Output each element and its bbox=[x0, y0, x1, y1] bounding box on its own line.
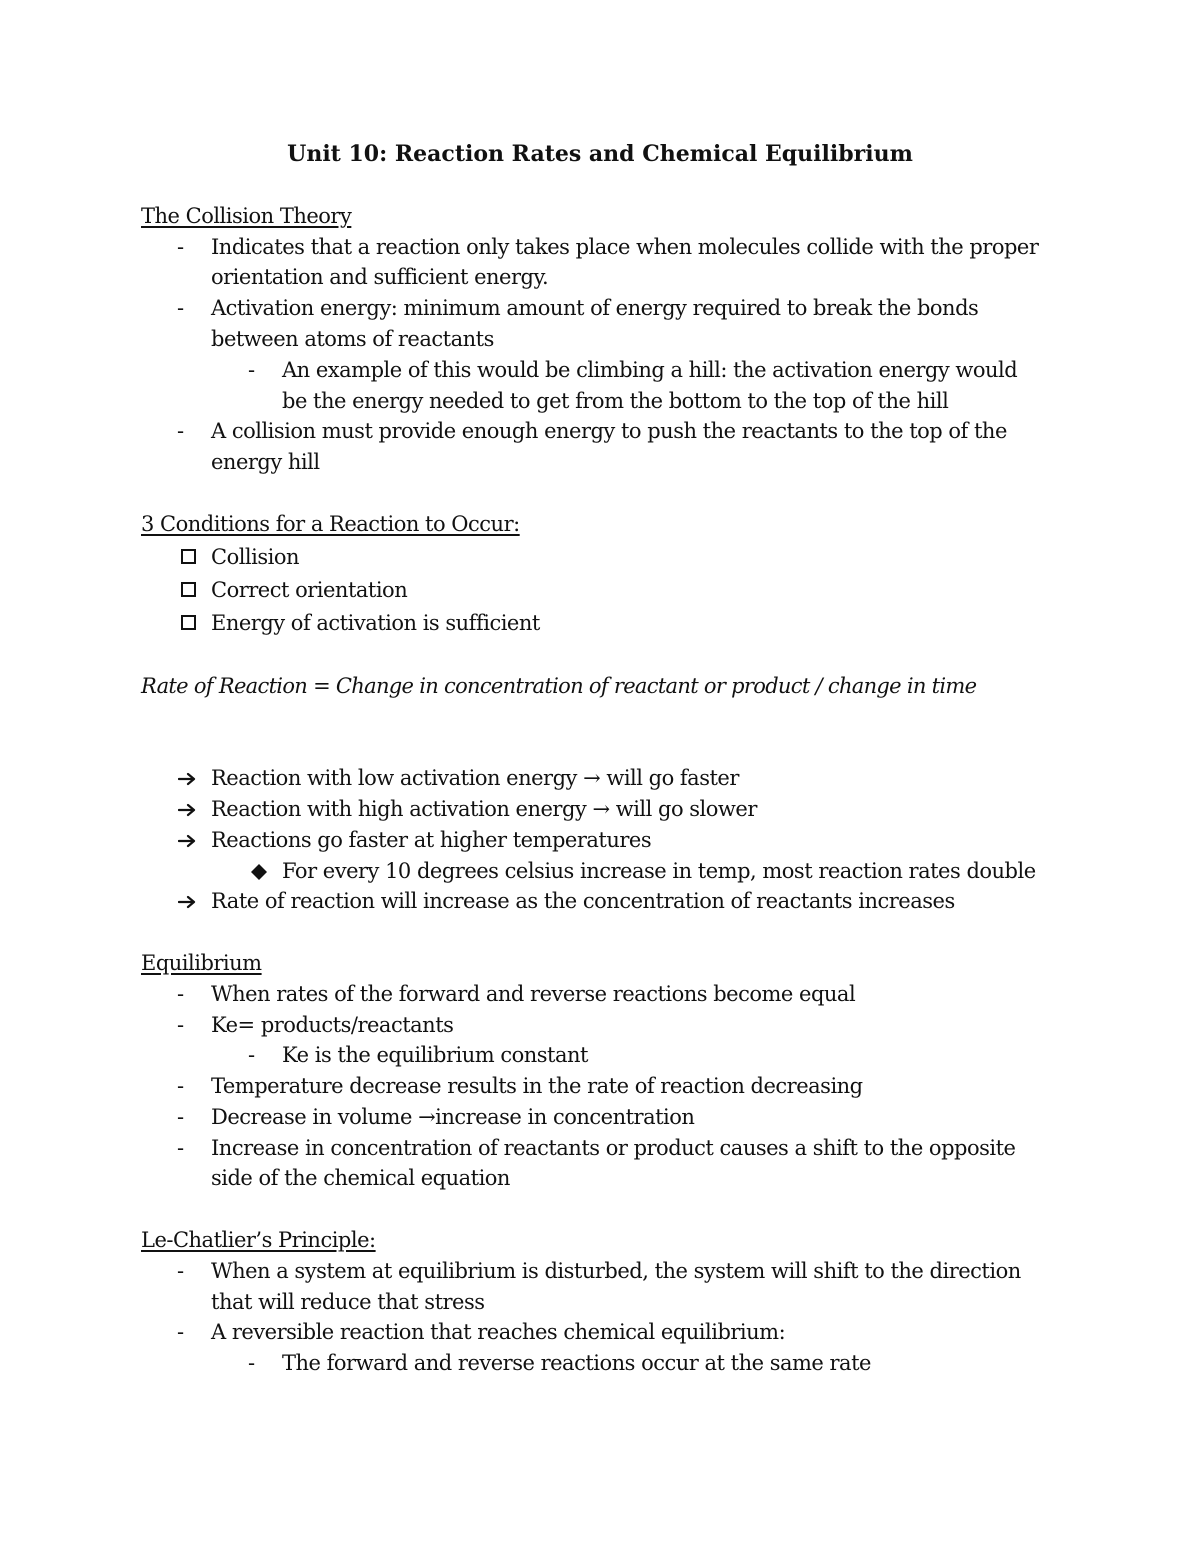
rates-item-4: Rate of reaction will increase as the concentration of reactants increases bbox=[211, 889, 955, 913]
equilibrium-item-3: Temperature decrease results in the rate of reaction decreasing bbox=[211, 1074, 863, 1098]
collision-item-3-line-1: A collision must provide enough energy to push the reactants to the top of the bbox=[211, 419, 1007, 443]
page-title: Unit 10: Reaction Rates and Chemical Equilibrium bbox=[287, 141, 913, 167]
dash-bullet: - bbox=[177, 982, 185, 1006]
dash-bullet: - bbox=[248, 358, 256, 382]
dash-bullet: - bbox=[177, 1074, 185, 1098]
dash-bullet: - bbox=[177, 1259, 185, 1283]
collision-item-1-line-1: Indicates that a reaction only takes place when molecules collide with the proper bbox=[211, 235, 1039, 259]
rate-of-reaction-formula: Rate of Reaction = Change in concentration of reactant or product / change in time bbox=[141, 674, 977, 698]
rates-item-3: Reactions go faster at higher temperatures bbox=[211, 828, 652, 852]
arrow-bullet-icon bbox=[178, 833, 198, 849]
equilibrium-item-5-line-1: Increase in concentration of reactants or product causes a shift to the opposite bbox=[211, 1136, 1016, 1160]
rates-item-2: Reaction with high activation energy → will go slower bbox=[211, 797, 757, 821]
collision-subitem-1-line-2: be the energy needed to get from the bottom to the top of the hill bbox=[282, 389, 949, 413]
collision-item-2-line-1: Activation energy: minimum amount of energy required to break the bonds bbox=[211, 296, 979, 320]
le-chatelier-subitem-1: The forward and reverse reactions occur at the same rate bbox=[282, 1351, 871, 1375]
conditions-heading: 3 Conditions for a Reaction to Occur: bbox=[141, 512, 520, 536]
le-chatelier-heading: Le-Chatlier’s Principle: bbox=[141, 1228, 376, 1252]
collision-subitem-1-line-1: An example of this would be climbing a hill: the activation energy would bbox=[282, 358, 1018, 382]
rates-subitem-1: For every 10 degrees celsius increase in temp, most reaction rates double bbox=[282, 859, 1036, 883]
diamond-bullet-icon bbox=[250, 863, 268, 881]
dash-bullet: - bbox=[177, 419, 185, 443]
dash-bullet: - bbox=[177, 296, 185, 320]
le-chatelier-item-2: A reversible reaction that reaches chemical equilibrium: bbox=[211, 1320, 786, 1344]
collision-item-1-line-2: orientation and sufficient energy. bbox=[211, 265, 549, 289]
equilibrium-item-4: Decrease in volume →increase in concentration bbox=[211, 1105, 695, 1129]
collision-item-3-line-2: energy hill bbox=[211, 450, 320, 474]
arrow-bullet-icon bbox=[178, 771, 198, 787]
checkbox-icon bbox=[181, 582, 196, 597]
le-chatelier-item-1-line-2: that will reduce that stress bbox=[211, 1290, 485, 1314]
condition-item-collision: Collision bbox=[211, 545, 300, 569]
condition-item-orientation: Correct orientation bbox=[211, 578, 408, 602]
dash-bullet: - bbox=[177, 1013, 185, 1037]
dash-bullet: - bbox=[177, 1105, 185, 1129]
dash-bullet: - bbox=[248, 1043, 256, 1067]
arrow-bullet-icon bbox=[178, 894, 198, 910]
equilibrium-subitem-1: Ke is the equilibrium constant bbox=[282, 1043, 588, 1067]
dash-bullet: - bbox=[177, 1136, 185, 1160]
dash-bullet: - bbox=[248, 1351, 256, 1375]
checkbox-icon bbox=[181, 549, 196, 564]
equilibrium-item-2: Ke= products/reactants bbox=[211, 1013, 454, 1037]
collision-theory-heading: The Collision Theory bbox=[141, 204, 352, 228]
equilibrium-item-5-line-2: side of the chemical equation bbox=[211, 1166, 510, 1190]
dash-bullet: - bbox=[177, 235, 185, 259]
equilibrium-heading: Equilibrium bbox=[141, 951, 262, 975]
checkbox-icon bbox=[181, 615, 196, 630]
equilibrium-item-1: When rates of the forward and reverse reactions become equal bbox=[211, 982, 856, 1006]
le-chatelier-item-1-line-1: When a system at equilibrium is disturbed, the system will shift to the direction bbox=[211, 1259, 1021, 1283]
dash-bullet: - bbox=[177, 1320, 185, 1344]
rates-item-1: Reaction with low activation energy → will go faster bbox=[211, 766, 739, 790]
condition-item-energy: Energy of activation is sufficient bbox=[211, 611, 540, 635]
collision-item-2-line-2: between atoms of reactants bbox=[211, 327, 494, 351]
arrow-bullet-icon bbox=[178, 802, 198, 818]
